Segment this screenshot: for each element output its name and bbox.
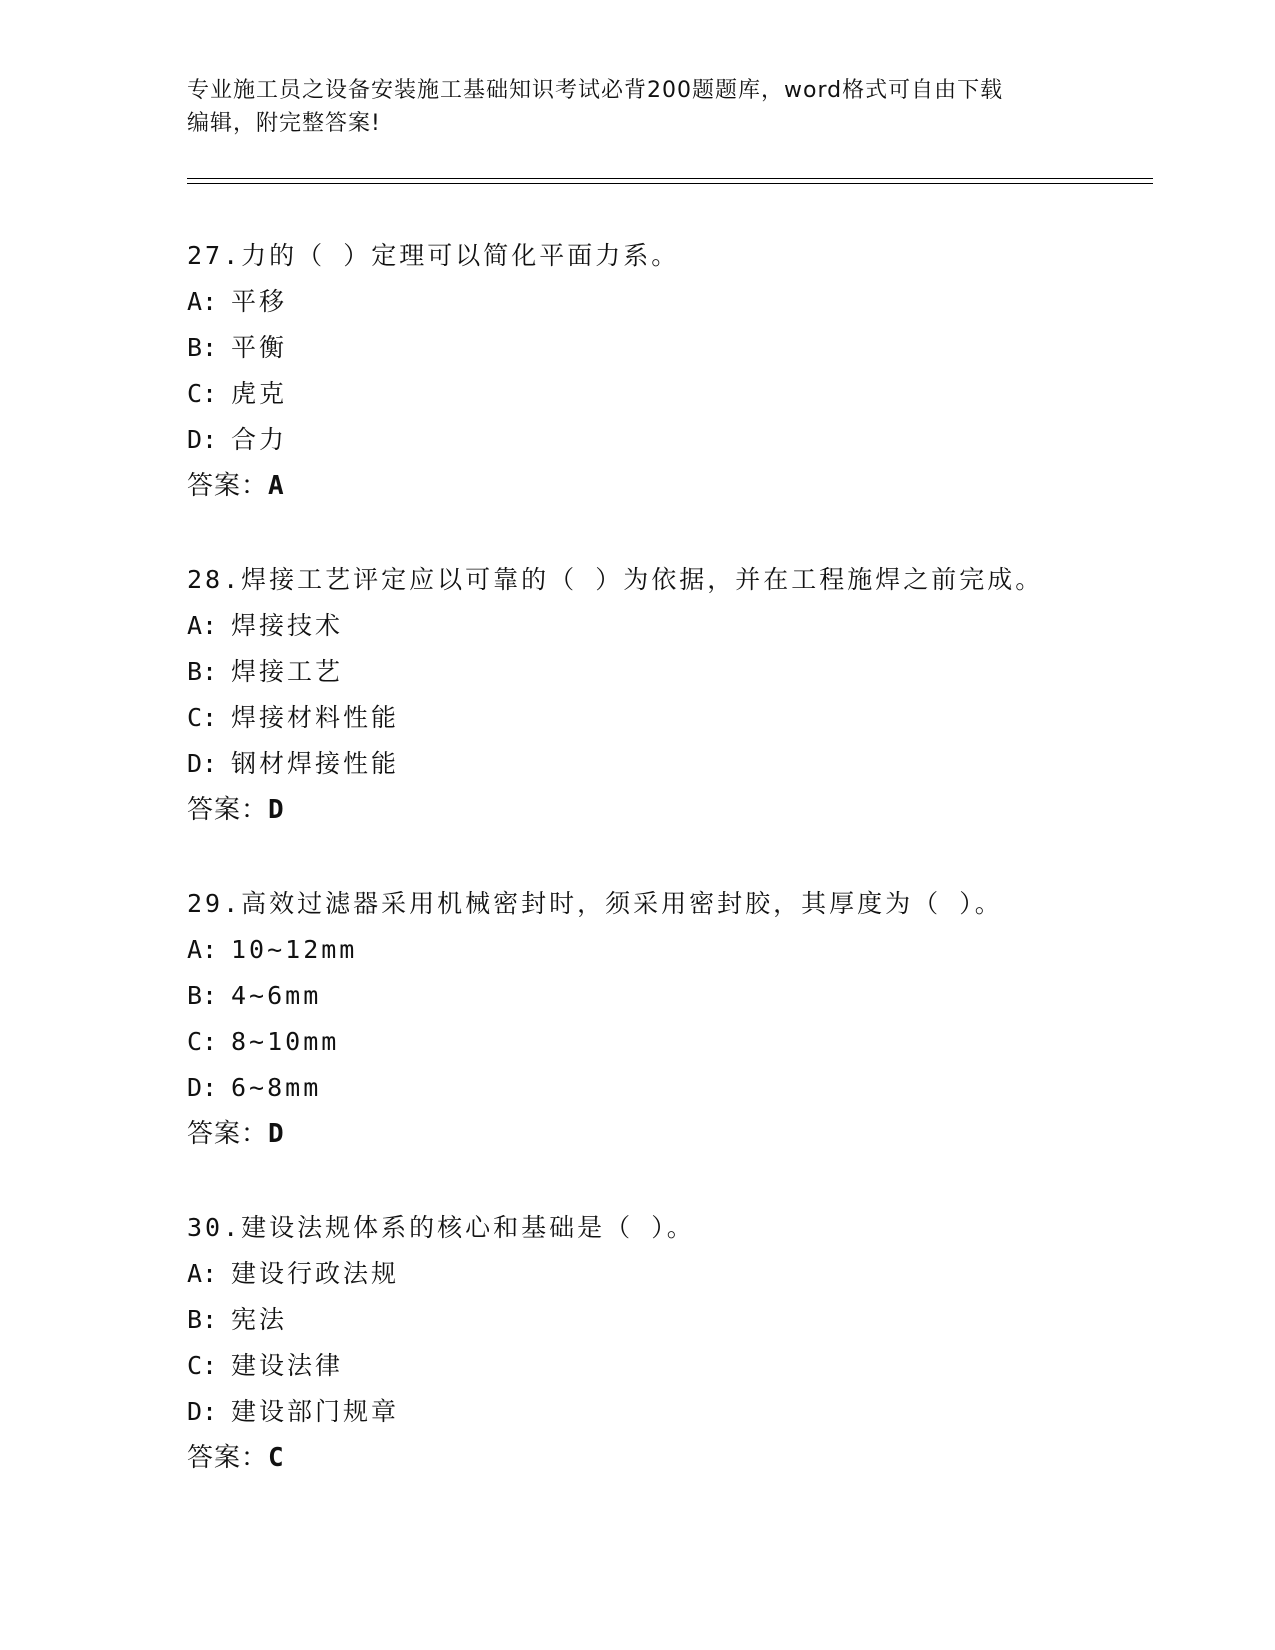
option-text: 焊接工艺 xyxy=(231,657,344,686)
answer xyxy=(187,463,1137,509)
option-a xyxy=(187,603,1137,649)
answer-label: 答案： xyxy=(187,1443,269,1473)
option-letter: C: xyxy=(187,1027,218,1056)
option-c xyxy=(187,1019,1137,1065)
answer xyxy=(187,787,1137,833)
question-29 xyxy=(187,881,1137,1157)
option-d xyxy=(187,741,1137,787)
option-c xyxy=(187,371,1137,417)
option-text: 10~12mm xyxy=(231,935,358,964)
option-text: 平移 xyxy=(231,287,288,316)
option-letter: A: xyxy=(187,1259,218,1288)
header-divider-bottom xyxy=(187,183,1153,184)
option-letter: B: xyxy=(187,1305,218,1334)
option-c xyxy=(187,1343,1137,1389)
option-b xyxy=(187,325,1137,371)
option-letter: A: xyxy=(187,287,218,316)
option-d xyxy=(187,417,1137,463)
option-b xyxy=(187,973,1137,1019)
question-stem: 30.建设法规体系的核心和基础是（ ）。 xyxy=(187,1213,695,1242)
option-d xyxy=(187,1065,1137,1111)
answer-value: D xyxy=(268,795,284,825)
option-letter: D: xyxy=(187,425,218,454)
answer xyxy=(187,1435,1137,1481)
option-letter: C: xyxy=(187,379,218,408)
option-letter: B: xyxy=(187,981,218,1010)
option-letter: D: xyxy=(187,1073,218,1102)
option-letter: A: xyxy=(187,935,218,964)
option-text: 宪法 xyxy=(231,1305,288,1334)
option-b xyxy=(187,649,1137,695)
answer-label: 答案： xyxy=(187,471,269,501)
option-text: 4~6mm xyxy=(231,981,322,1010)
option-a xyxy=(187,927,1137,973)
option-letter: D: xyxy=(187,749,218,778)
answer-value: A xyxy=(268,471,284,501)
answer-label: 答案： xyxy=(187,795,269,825)
option-text: 虎克 xyxy=(231,379,288,408)
option-text: 建设行政法规 xyxy=(231,1259,400,1288)
answer-label: 答案： xyxy=(187,1119,269,1149)
option-a xyxy=(187,1251,1137,1297)
option-text: 8~10mm xyxy=(231,1027,340,1056)
option-letter: B: xyxy=(187,333,218,362)
header-line-2: 编辑，附完整答案! xyxy=(187,111,381,136)
option-text: 焊接材料性能 xyxy=(231,703,400,732)
option-d xyxy=(187,1389,1137,1435)
question-27 xyxy=(187,233,1137,509)
answer-value: D xyxy=(268,1119,284,1149)
option-text: 合力 xyxy=(231,425,288,454)
option-letter: C: xyxy=(187,1351,218,1380)
option-letter: C: xyxy=(187,703,218,732)
option-text: 建设部门规章 xyxy=(231,1397,400,1426)
option-letter: A: xyxy=(187,611,218,640)
option-a xyxy=(187,279,1137,325)
header-line-1: 专业施工员之设备安装施工基础知识考试必背200题题库，word格式可自由下载 xyxy=(187,78,1004,103)
question-stem: 27.力的（ ）定理可以简化平面力系。 xyxy=(187,241,680,270)
option-text: 焊接技术 xyxy=(231,611,344,640)
question-28 xyxy=(187,557,1137,833)
answer-value: C xyxy=(268,1443,284,1473)
answer xyxy=(187,1111,1137,1157)
question-stem: 28.焊接工艺评定应以可靠的（ ）为依据，并在工程施焊之前完成。 xyxy=(187,565,1044,594)
option-text: 钢材焊接性能 xyxy=(231,749,400,778)
option-b xyxy=(187,1297,1137,1343)
option-text: 建设法律 xyxy=(231,1351,344,1380)
option-text: 6~8mm xyxy=(231,1073,322,1102)
option-c xyxy=(187,695,1137,741)
question-30 xyxy=(187,1205,1137,1481)
option-letter: B: xyxy=(187,657,218,686)
header-divider-top xyxy=(187,178,1153,179)
option-letter: D: xyxy=(187,1397,218,1426)
question-stem: 29.高效过滤器采用机械密封时，须采用密封胶，其厚度为（ ）。 xyxy=(187,889,1003,918)
option-text: 平衡 xyxy=(231,333,288,362)
document-header xyxy=(187,74,1087,140)
